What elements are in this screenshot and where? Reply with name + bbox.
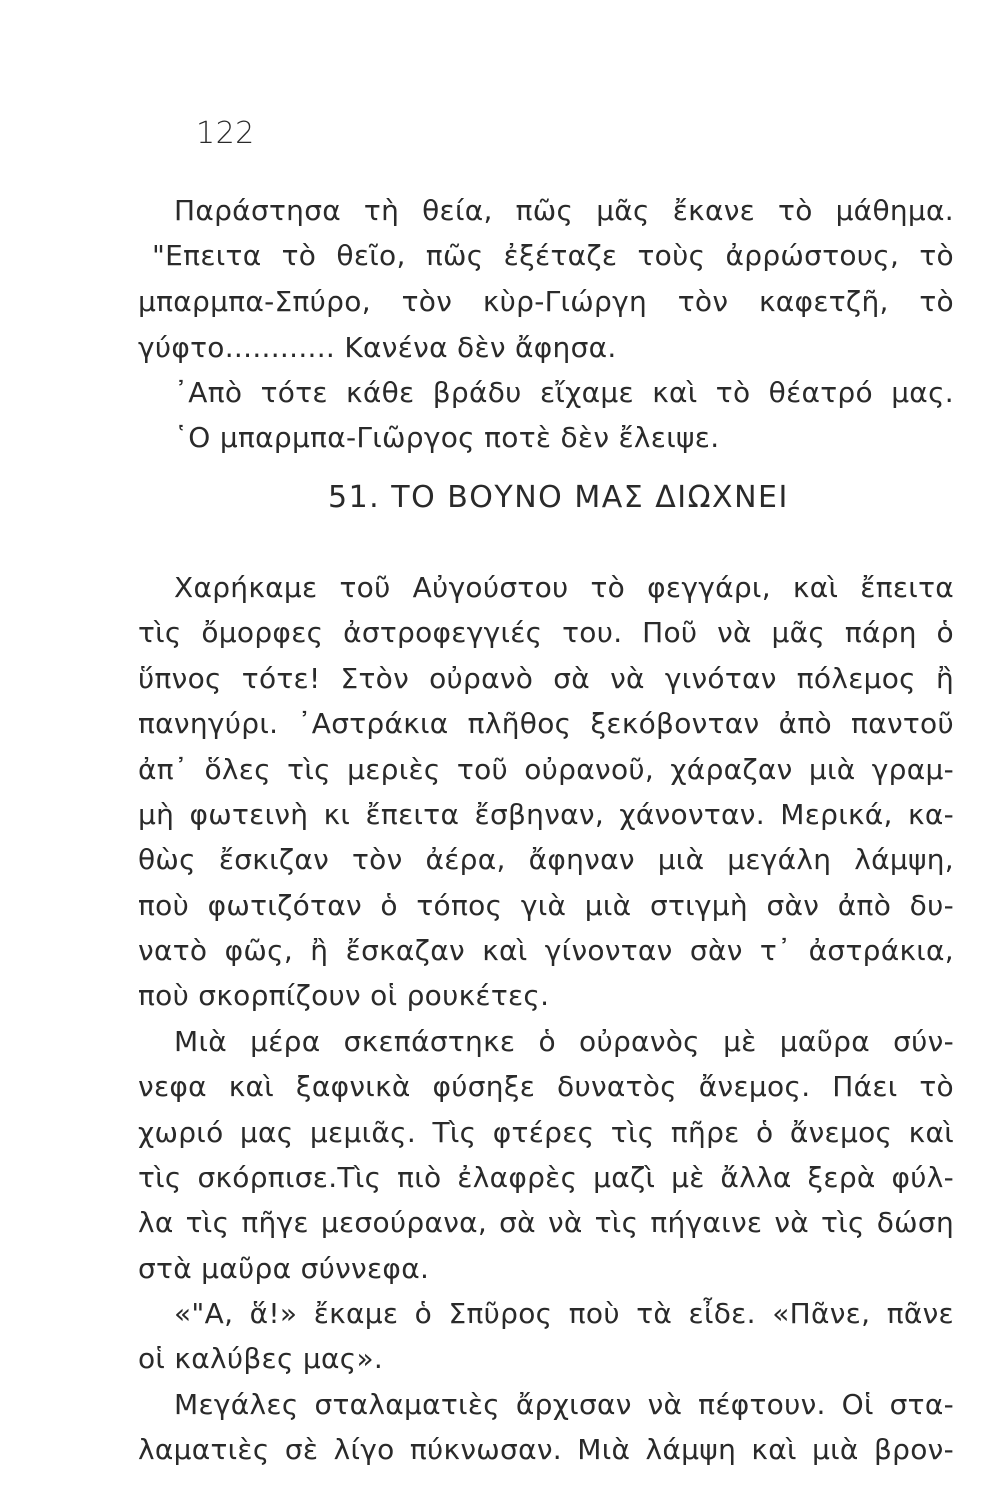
text-line: Μιὰ μέρα σκεπάστηκε ὁ οὐρανὸς μὲ μαῦρα σύν- [174,1025,954,1058]
text-line: «"Α, ἅ!» ἔκαμε ὁ Σπῦρος ποὺ τὰ εἶδε. «Πᾶνε, πᾶνε [174,1297,954,1330]
text-line: χωριό μας μεμιᾶς. Τὶς φτέρες τὶς πῆρε ὁ ἄνεμος καὶ [138,1116,954,1149]
text-line: Μεγάλες σταλαματιὲς ἄρχισαν νὰ πέφτουν. Οἱ στα- [174,1388,954,1421]
text-line: νατὸ φῶς, ἢ ἔσκαζαν καὶ γίνονταν σὰν τ᾿ ἀστράκια, [138,934,954,967]
text-line: λα τὶς πῆγε μεσούρανα, σὰ νὰ τὶς πήγαινε νὰ τὶς δώση [138,1206,954,1239]
text-line: θὼς ἔσκιζαν τὸν ἀέρα, ἄφηναν μιὰ μεγάλη λάμψη, [138,843,954,876]
text-line: ποὺ σκορπίζουν οἱ ρουκέτες. [138,979,550,1012]
text-line: τὶς σκόρπισε.Τὶς πιὸ ἐλαφρὲς μαζὶ μὲ ἄλλα ξερὰ φύλ- [138,1161,954,1194]
text-line: νεφα καὶ ξαφνικὰ φύσηξε δυνατὸς ἄνεμος. Πάει τὸ [138,1070,954,1103]
text-line: μὴ φωτεινὴ κι ἔπειτα ἔσβηναν, χάνονταν. Μερικά, κα- [138,798,954,831]
text-line: ὕπνος τότε! Στὸν οὐρανὸ σὰ νὰ γινόταν πόλεμος ἢ [138,662,954,695]
text-line: ποὺ φωτιζόταν ὁ τόπος γιὰ μιὰ στιγμὴ σὰν ἀπὸ δυ- [138,889,954,922]
text-line: μπαρμπα-Σπύρο, τὸν κὺρ-Γιώργη τὸν καφετζῆ, τὸ [138,285,954,318]
text-line: γύφτο............ Κανένα δὲν ἄφησα. [138,331,617,364]
text-line: "Επειτα τὸ θεῖο, πῶς ἐξέταζε τοὺς ἀρρώστους, τὸ [152,239,954,272]
text-line: στὰ μαῦρα σύννεφα. [138,1252,430,1285]
text-line: ἀπ᾿ ὅλες τὶς μεριὲς τοῦ οὐρανοῦ, χάραζαν μιὰ γραμ- [138,753,954,786]
text-line: ᾿Απὸ τότε κάθε βράδυ εἴχαμε καὶ τὸ θέατρό μας. [174,376,954,409]
text-line: Παράστησα τὴ θεία, πῶς μᾶς ἔκανε τὸ μάθημα. [174,194,954,227]
text-line: λαματιὲς σὲ λίγο πύκνωσαν. Μιὰ λάμψη καὶ μιὰ βρον- [138,1433,954,1466]
text-line: πανηγύρι. ᾿Αστράκια πλῆθος ξεκόβονταν ἀπὸ παντοῦ [138,707,954,740]
page-number: 122 [196,116,255,151]
text-line: οἱ καλύβες μας». [138,1342,384,1375]
text-line: τὶς ὄμορφες ἀστροφεγγιές του. Ποῦ νὰ μᾶς πάρη ὁ [138,616,954,649]
text-line: Χαρήκαμε τοῦ Αὐγούστου τὸ φεγγάρι, καὶ ἔπειτα [174,571,954,604]
text-line: ῾Ο μπαρμπα-Γιῶργος ποτὲ δὲν ἔλειψε. [174,421,720,454]
chapter-heading: 51. ΤΟ ΒΟΥΝΟ ΜΑΣ ΔΙΩΧΝΕΙ [328,480,789,515]
